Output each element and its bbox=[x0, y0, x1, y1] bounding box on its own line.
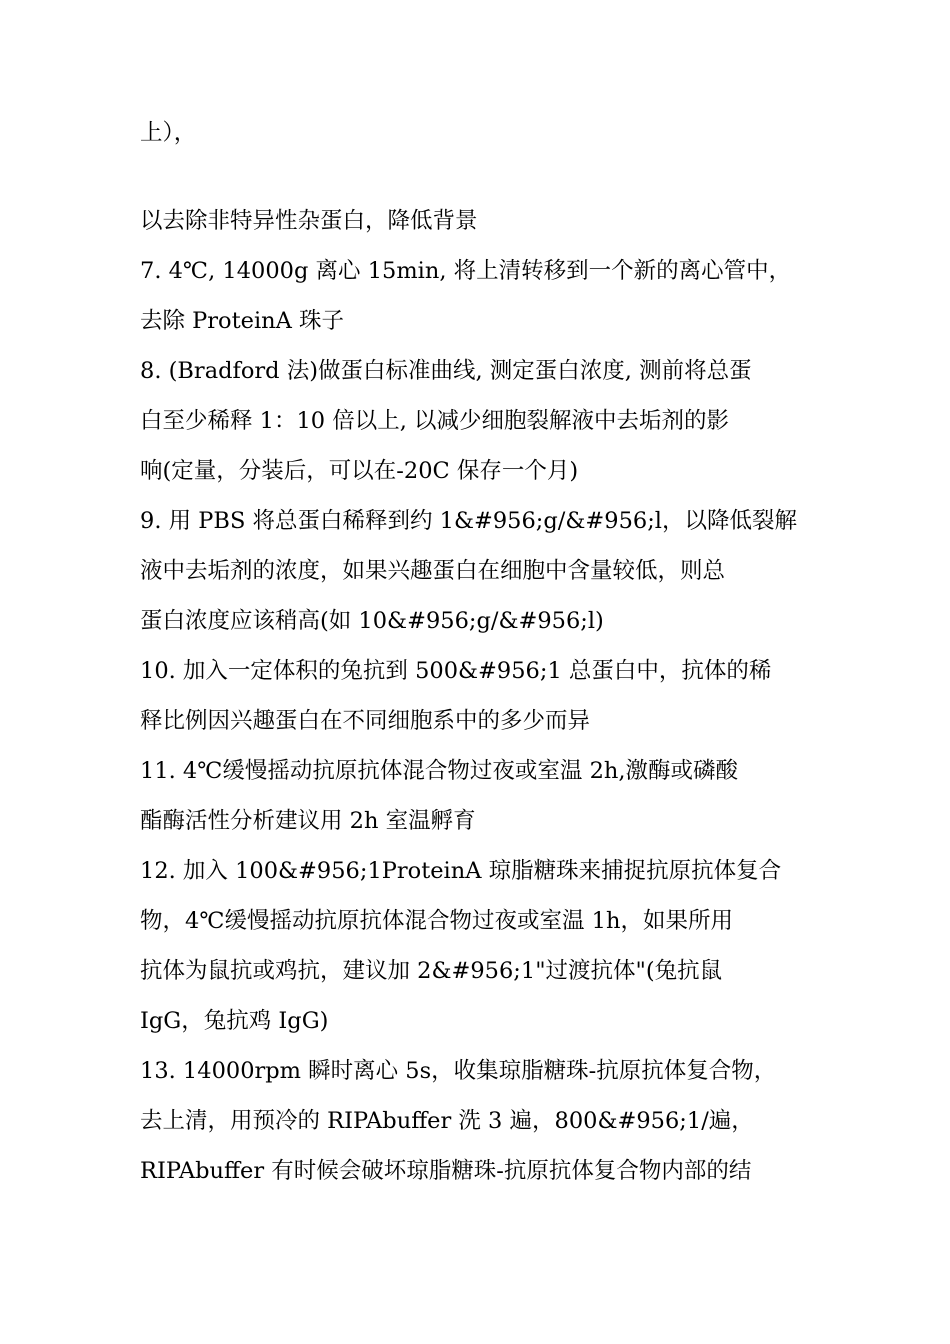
text-line: 响(定量，分装后，可以在-20C 保存一个月) bbox=[140, 458, 579, 484]
text-line: 去上清，用预冷的 RIPAbuffer 洗 3 遍，800&#956;1/遍， bbox=[140, 1108, 754, 1134]
text-line: IgG，兔抗鸡 IgG) bbox=[140, 1008, 329, 1034]
text-line: 13. 14000rpm 瞬时离心 5s，收集琼脂糖珠-抗原抗体复合物， bbox=[140, 1058, 777, 1084]
text-line: 释比例因兴趣蛋白在不同细胞系中的多少而异 bbox=[140, 708, 591, 734]
text-line: RIPAbuffer 有时候会破坏琼脂糖珠-抗原抗体复合物内部的结 bbox=[140, 1158, 752, 1184]
text-line: 白至少稀释 1：10 倍以上, 以减少细胞裂解液中去垢剂的影 bbox=[140, 408, 730, 434]
text-line: 10. 加入一定体积的兔抗到 500&#956;1 总蛋白中，抗体的稀 bbox=[140, 658, 772, 684]
text-line: 去除 ProteinA 珠子 bbox=[140, 308, 345, 334]
text-line: 7. 4℃, 14000g 离心 15min, 将上清转移到一个新的离心管中， bbox=[140, 258, 792, 284]
text-line: 8. (Bradford 法)做蛋白标准曲线, 测定蛋白浓度, 测前将总蛋 bbox=[140, 358, 752, 384]
text-line: 物，4℃缓慢摇动抗原抗体混合物过夜或室温 1h，如果所用 bbox=[140, 908, 733, 934]
text-line: 蛋白浓度应该稍高(如 10&#956;g/&#956;l) bbox=[140, 608, 604, 634]
text-line: 9. 用 PBS 将总蛋白稀释到约 1&#956;g/&#956;l，以降低裂解 bbox=[140, 508, 797, 534]
text-line: 上）， bbox=[140, 120, 197, 146]
text-line: 液中去垢剂的浓度，如果兴趣蛋白在细胞中含量较低，则总 bbox=[140, 558, 726, 584]
text-line: 以去除非特异性杂蛋白，降低背景 bbox=[140, 208, 478, 234]
text-line: 12. 加入 100&#956;1ProteinA 琼脂糖珠来捕捉抗原抗体复合 bbox=[140, 858, 782, 884]
text-line: 酯酶活性分析建议用 2h 室温孵育 bbox=[140, 808, 476, 834]
text-line: 抗体为鼠抗或鸡抗，建议加 2&#956;1"过渡抗体"(兔抗鼠 bbox=[140, 958, 723, 984]
text-line: 11. 4℃缓慢摇动抗原抗体混合物过夜或室温 2h,激酶或磷酸 bbox=[140, 758, 739, 784]
